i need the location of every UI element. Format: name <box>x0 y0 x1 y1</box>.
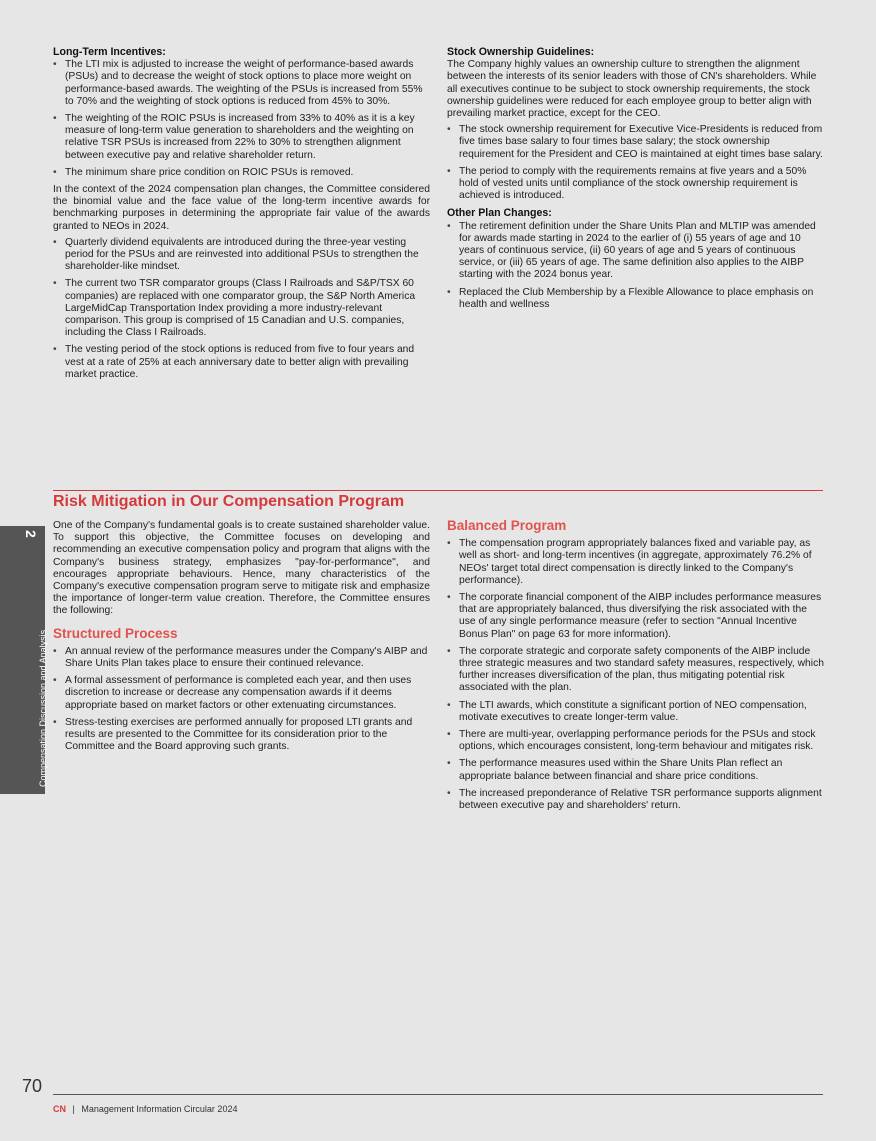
list-item: • The vesting period of the stock options is reduced from five to four years and vest at a rate of 25% at each anniversary date to better align with prevailing market practice. <box>53 344 430 381</box>
lti-paragraph: In the context of the 2024 compensation plan changes, the Committee considered the binomial value and the face value of the long-term incentive awards for benchmarking purposes in determining the appropriate fair value of the awards granted to NEOs in 2024. <box>53 184 430 232</box>
list-item: • The corporate strategic and corporate safety components of the AIBP include three strategic measures and two standard safety measures, respectively, which further increases diversification of the plan, thus mitigating potential risk associated with the plan. <box>447 646 824 695</box>
list-item: • The LTI mix is adjusted to increase the weight of performance-based awards (PSUs) and to decrease the weight of stock options to place more weight on performance-based awards. The weighting of the PSUs is increased from 55% to 70% and the weighting of stock options is reduced from 45% to 30%. <box>53 59 430 108</box>
balanced-heading: Balanced Program <box>447 518 567 533</box>
list-item: • An annual review of the performance measures under the Company's AIBP and Share Units Plan takes place to ensure their continued relevance. <box>53 646 430 670</box>
list-item: • The current two TSR comparator groups (Class I Railroads and S&P/TSX 60 companies) are replaced with one comparator group, the S&P North America LargeMidCap Transportation Index providing a more industry-relevant comparison. This group is comprised of 15 Canadian and U.S. companies, including the Class I Railroads. <box>53 278 430 339</box>
list-item: • Replaced the Club Membership by a Flexible Allowance to place emphasis on health and wellness <box>447 287 824 311</box>
section-divider <box>53 490 823 491</box>
list-item: • Quarterly dividend equivalents are introduced during the three-year vesting period for the PSUs and are reinvested into additional PSUs to strengthen the shareholder-like mindset. <box>53 237 430 274</box>
risk-intro: One of the Company's fundamental goals is to create sustained shareholder value. To support this objective, the Committee focuses on developing and recommending an executive compensation policy and program that aligns with the Company's business strategy, emphasizes "pay-for-performance", and encourages appropriate behaviours. Hence, many characteristics of the Company's executive compensation program serve to mitigate risk and emphasize the importance of longer-term value creation. Therefore, the Committee ensures the following: <box>53 520 430 617</box>
sog-bullets <box>447 124 824 202</box>
list-item: • The stock ownership requirement for Executive Vice-Presidents is reduced from five times base salary to four times base salary; the stock ownership requirement for the President and CEO is maintained at eight times base salary. <box>447 124 824 161</box>
list-item: • The performance measures used within the Share Units Plan reflect an appropriate balance between financial and share price conditions. <box>447 758 824 782</box>
lti-column <box>53 46 430 386</box>
footer-separator: | <box>72 1104 75 1114</box>
document-title: Management Information Circular 2024 <box>81 1104 238 1114</box>
structured-bullets <box>53 646 430 754</box>
list-item: • There are multi-year, overlapping performance periods for the PSUs and stock options, which encourages consistent, long-term behaviour and mitigates risk. <box>447 729 824 753</box>
section-number: 2 <box>23 530 39 538</box>
list-item: • The retirement definition under the Share Units Plan and MLTIP was amended for awards made starting in 2024 to the earlier of (i) 55 years of age and 10 years of continuous service, (ii) 60 years of age and 5 years of continuous service, or (iii) 65 years of age. The same definition also applies to the AIBP starting with the 2024 bonus year. <box>447 221 824 282</box>
list-item: • The weighting of the ROIC PSUs is increased from 33% to 40% as it is a key measure of long-term value generation to shareholders and the weighting on relative TSR PSUs is increased from 22% to 30% to strengthen alignment between executive pay and relative shareholder return. <box>53 113 430 162</box>
list-item: • The LTI awards, which constitute a significant portion of NEO compensation, motivate executives to create longer-term value. <box>447 700 824 724</box>
risk-left-column <box>53 520 430 758</box>
list-item: • The minimum share price condition on ROIC PSUs is removed. <box>53 167 430 179</box>
list-item: • The corporate financial component of the AIBP includes performance measures that are appropriately balanced, thus diversifying the risk associated with the use of any single performance measure (refer to section "Annual Incentive Bonus Plan" on page 63 for more information). <box>447 592 824 641</box>
list-item: • Stress-testing exercises are performed annually for proposed LTI grants and results are presented to the Committee for its consideration prior to the Committee and the Board approving such grants. <box>53 717 430 754</box>
sog-paragraph: The Company highly values an ownership culture to strengthen the alignment between the interests of its senior leaders with those of CN's shareholders. While all executives continue to be subject to stock ownership requirements, the stock ownership guidelines were reduced for each employee group to better align with prevailing market practice, except for the CEO. <box>447 59 817 120</box>
balanced-bullets <box>447 538 824 812</box>
lti-bullets-2 <box>53 237 430 381</box>
sog-column <box>447 46 824 316</box>
section-side-label: Compensation Discussion and Analysis <box>38 629 48 787</box>
footer-divider <box>53 1094 823 1095</box>
footer-text <box>53 1104 237 1114</box>
list-item: • The increased preponderance of Relative TSR performance supports alignment between executive pay and shareholders' return. <box>447 788 824 812</box>
opc-heading: Other Plan Changes: <box>447 207 552 220</box>
section-title: Risk Mitigation in Our Compensation Program <box>53 493 405 510</box>
brand-logo: CN <box>53 1104 66 1114</box>
list-item: • The period to comply with the requirements remains at five years and a 50% hold of vested units until compliance of the stock ownership requirement is achieved is introduced. <box>447 166 824 203</box>
risk-right-column <box>447 520 824 817</box>
sog-heading: Stock Ownership Guidelines: <box>447 46 595 58</box>
page-number: 70 <box>22 1076 43 1096</box>
lti-heading: Long-Term Incentives: <box>53 46 166 58</box>
list-item: • A formal assessment of performance is completed each year, and then uses discretion to increase or decrease any compensation awards if it deems appropriate based on market factors or other extenuating circumstances. <box>53 675 430 712</box>
lti-bullets-1 <box>53 59 430 179</box>
opc-bullets <box>447 221 824 311</box>
list-item: • The compensation program appropriately balances fixed and variable pay, as well as short- and long-term incentives (in aggregate, approximately 76.2% of NEOs' target total direct compensation is directly linked to the Company's performance). <box>447 538 824 587</box>
structured-heading: Structured Process <box>53 625 178 641</box>
